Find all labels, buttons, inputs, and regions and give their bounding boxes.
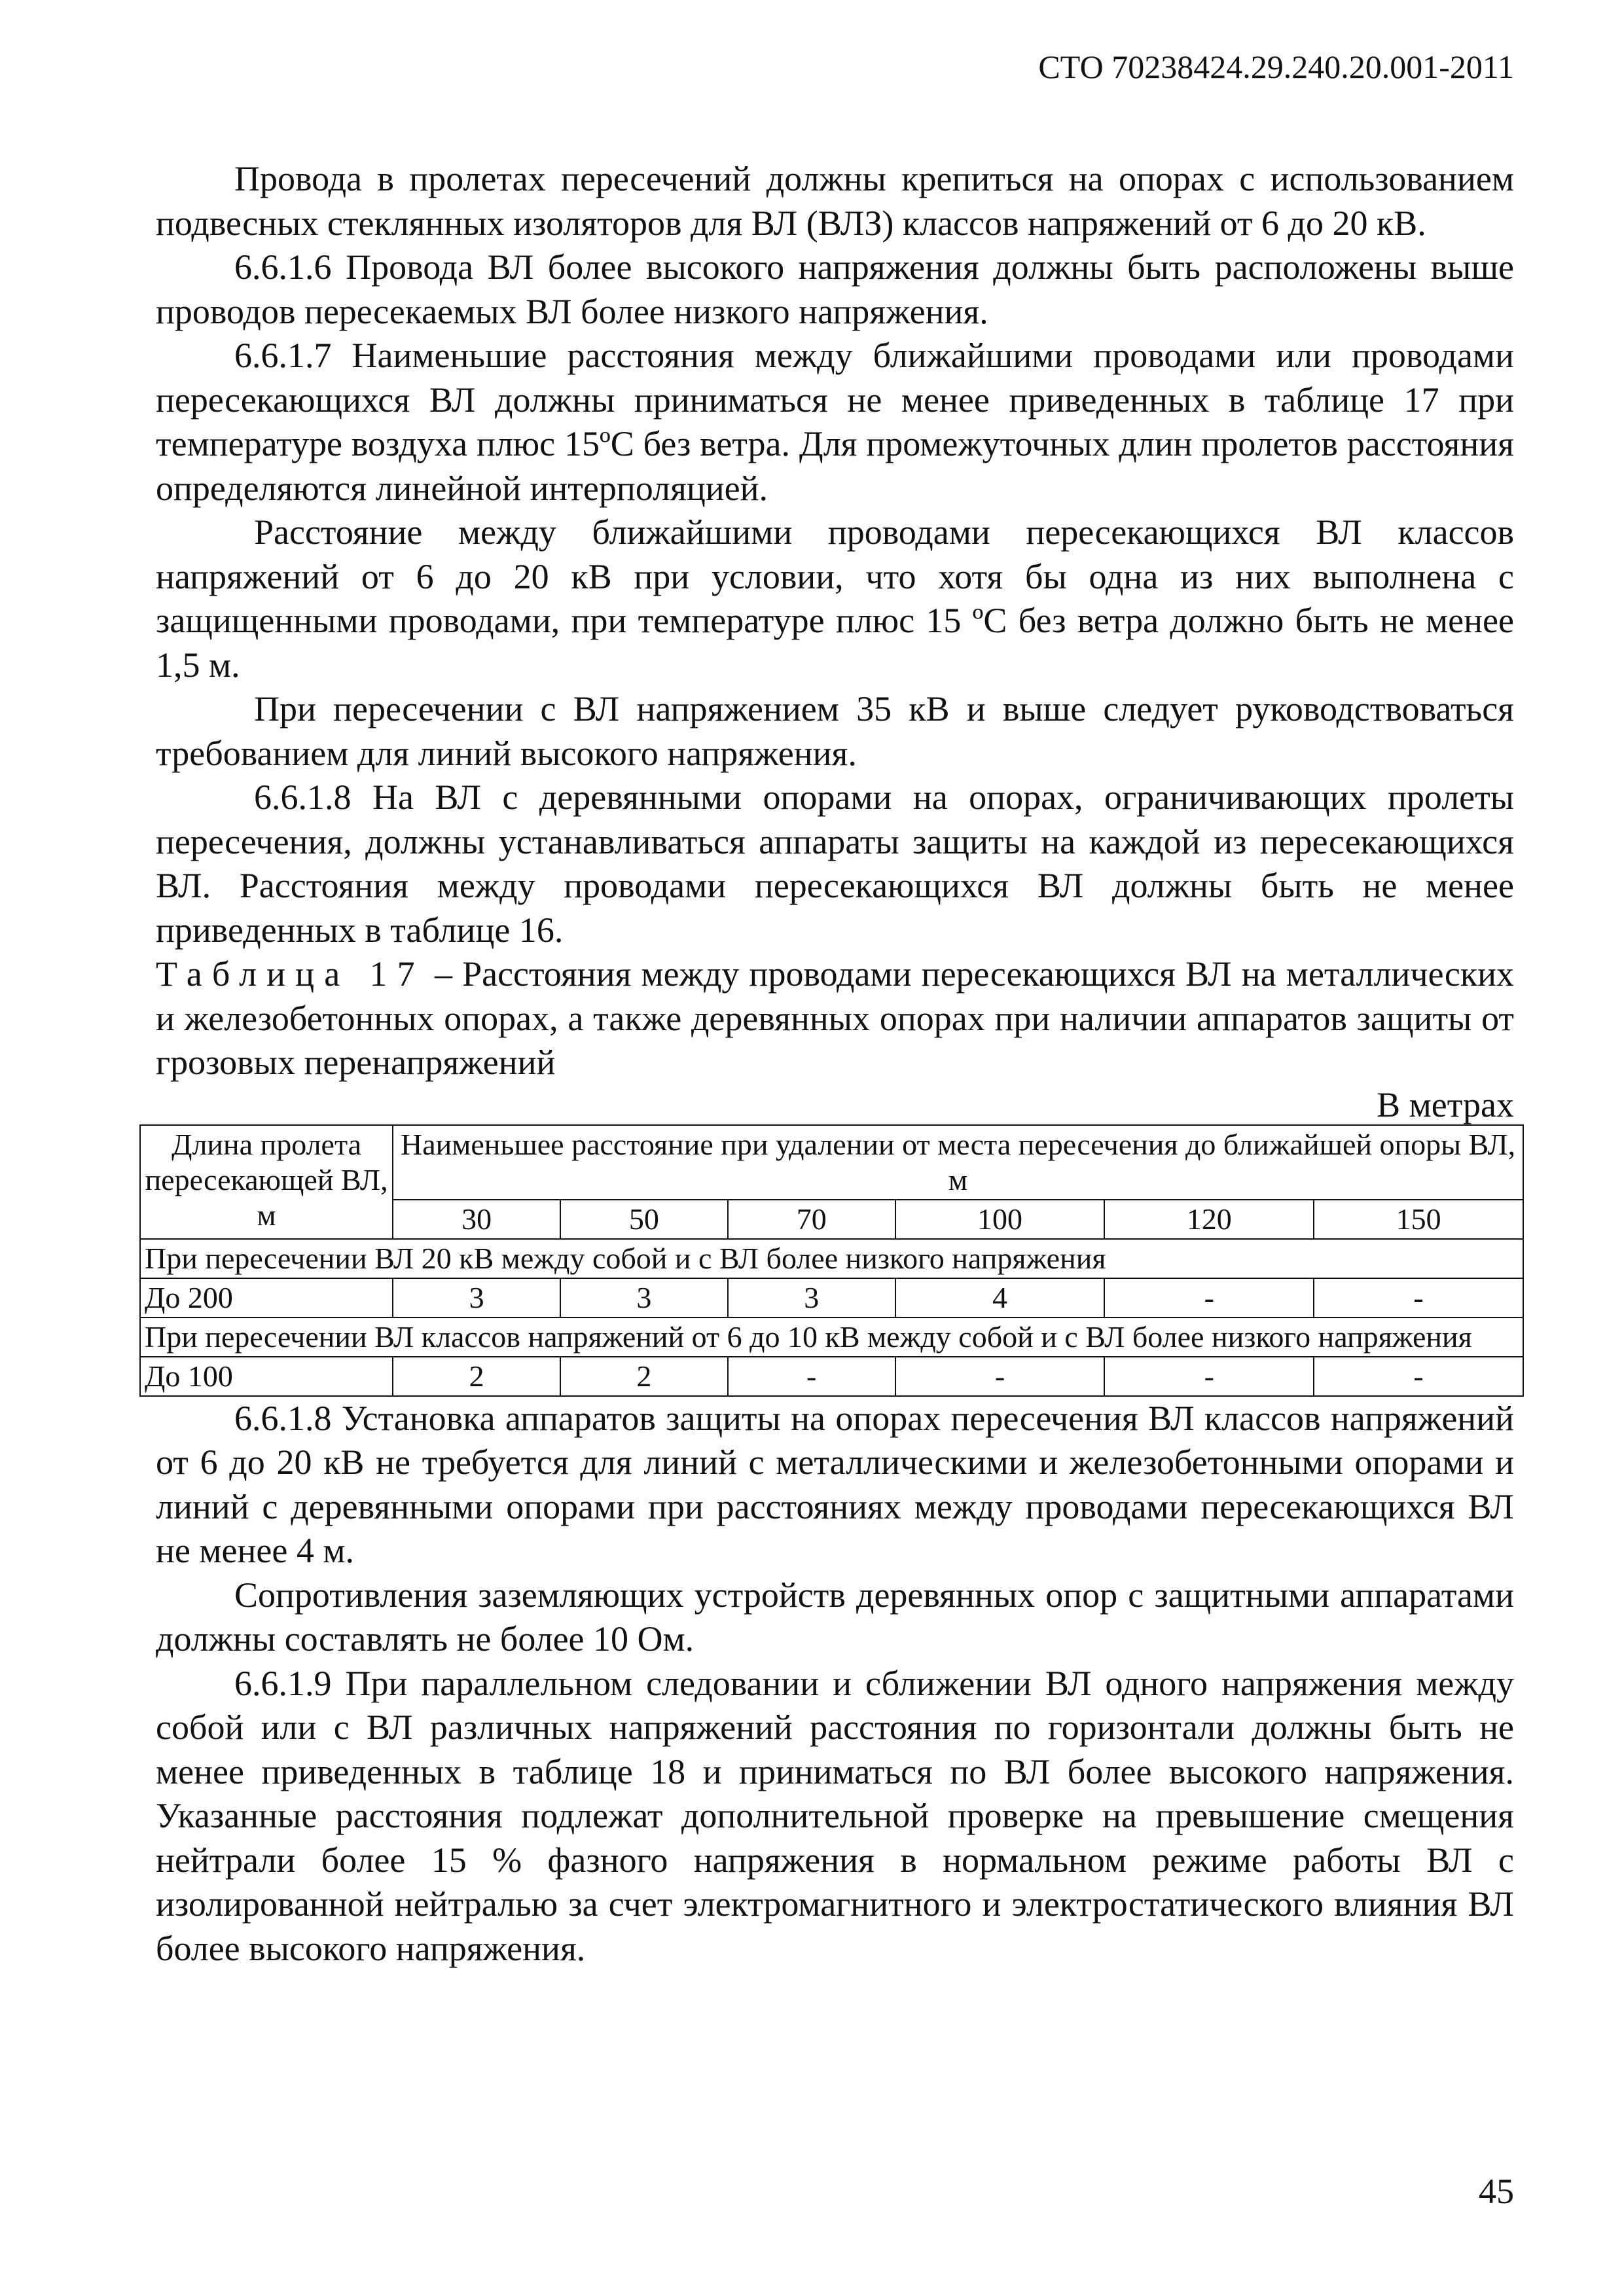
- value-cell: -: [1314, 1357, 1523, 1396]
- row-label: До 200: [140, 1278, 393, 1318]
- paragraph-clause-6-6-1-7: 6.6.1.7 Наименьшие расстояния между ближайшими проводами или проводами пересекающихся ВЛ должны приниматься не менее приведенных в таблице 17 при температуре воздуха плюс 15ºС без ветра. Для промежуточных длин пролетов расстояния определяются линейной интерполяцией.: [156, 336, 1514, 508]
- section-title: При пересечении ВЛ классов напряжений от 6 до 10 кВ между собой и с ВЛ более низкого напряжения: [140, 1318, 1523, 1357]
- paragraph-clause-6-6-1-9: 6.6.1.9 При параллельном следовании и сближении ВЛ одного напряжения между собой или с ВЛ различных напряжений расстояния по горизонтали должны быть не менее приведенных в таблице 18 и приниматься по ВЛ более высокого напряжения. Указанные расстояния подлежат дополнительной проверке на превышение смещения нейтрали более 15 % фазного напряжения в нормальном режиме работы ВЛ с изолированной нейтралью за счет электромагнитного и электростатического влияния ВЛ более высокого напряжения.: [156, 1663, 1514, 1968]
- table-section-row: [140, 1239, 1523, 1278]
- distance-cell: 120: [1104, 1200, 1314, 1239]
- value-cell: 3: [393, 1278, 560, 1318]
- table-caption-label: Таблица 17: [156, 954, 425, 994]
- paragraph: Провода в пролетах пересечений должны крепиться на опорах с использованием подвесных стеклянных изоляторов для ВЛ (ВЛЗ) классов напряжений от 6 до 20 кВ.: [156, 159, 1514, 243]
- value-cell: -: [895, 1357, 1105, 1396]
- table-caption-text: – Расстояния между проводами пересекающихся ВЛ на металлических и железобетонных опорах, а также деревянных опорах при наличии аппаратов защиты от грозовых перенапряжений: [156, 954, 1514, 1082]
- document-code-header: СТО 70238424.29.240.20.001-2011: [1038, 48, 1514, 85]
- document-body: [145, 157, 1516, 1971]
- span-length-header: Длина пролета пересекающей ВЛ, м: [140, 1125, 393, 1239]
- table-units: В метрах: [1377, 1085, 1514, 1124]
- distance-table: [139, 1124, 1524, 1397]
- value-cell: 4: [895, 1278, 1105, 1318]
- distance-cell: 30: [393, 1200, 560, 1239]
- distance-cell: 100: [895, 1200, 1105, 1239]
- paragraph-clause-6-6-1-8-second: 6.6.1.8 Установка аппаратов защиты на опорах пересечения ВЛ классов напряжений от 6 до 20 кВ не требуется для линий с металлическими и железобетонными опорами и линий с деревянными опорами при расстояниях между проводами пересекающихся ВЛ не менее 4 м.: [156, 1398, 1514, 1570]
- value-cell: -: [1314, 1278, 1523, 1318]
- table-caption: [156, 952, 1514, 1085]
- distance-cell: 50: [560, 1200, 728, 1239]
- paragraph: Сопротивления заземляющих устройств деревянных опор с защитными аппаратами должны составлять не более 10 Ом.: [156, 1575, 1514, 1659]
- value-cell: -: [728, 1357, 895, 1396]
- paragraph-clause-6-6-1-8: 6.6.1.8 На ВЛ с деревянными опорами на опорах, ограничивающих пролеты пересечения, должны устанавливаться аппараты защиты на каждой из пересекающихся ВЛ. Расстояния между проводами пересекающихся ВЛ должны быть не менее приведенных в таблице 16.: [156, 778, 1514, 950]
- row-label: До 100: [140, 1357, 393, 1396]
- section-title: При пересечении ВЛ 20 кВ между собой и с ВЛ более низкого напряжения: [140, 1239, 1523, 1278]
- value-cell: 3: [560, 1278, 728, 1318]
- page-number: 45: [1479, 2172, 1514, 2211]
- value-cell: -: [1104, 1278, 1314, 1318]
- paragraph: При пересечении с ВЛ напряжением 35 кВ и выше следует руководствоваться требованием для линий высокого напряжения.: [156, 689, 1514, 773]
- table-section-row: [140, 1318, 1523, 1357]
- value-cell: 3: [728, 1278, 895, 1318]
- paragraph-clause-6-6-1-6: 6.6.1.6 Провода ВЛ более высокого напряжения должны быть расположены выше проводов пересекаемых ВЛ более низкого напряжения.: [156, 247, 1514, 331]
- min-distance-header: Наименьшее расстояние при удалении от места пересечения до ближайшей опоры ВЛ, м: [393, 1125, 1523, 1200]
- paragraph: Расстояние между ближайшими проводами пересекающихся ВЛ классов напряжений от 6 до 20 кВ при условии, что хотя бы одна из них выполнена с защищенными проводами, при температуре плюс 15 ºС без ветра должно быть не менее 1,5 м.: [156, 512, 1514, 685]
- value-cell: 2: [393, 1357, 560, 1396]
- value-cell: -: [1104, 1357, 1314, 1396]
- distance-cell: 150: [1314, 1200, 1523, 1239]
- table-row: [140, 1357, 1523, 1396]
- table-row: [140, 1278, 1523, 1318]
- table-header-row: [140, 1125, 1523, 1200]
- distance-cell: 70: [728, 1200, 895, 1239]
- value-cell: 2: [560, 1357, 728, 1396]
